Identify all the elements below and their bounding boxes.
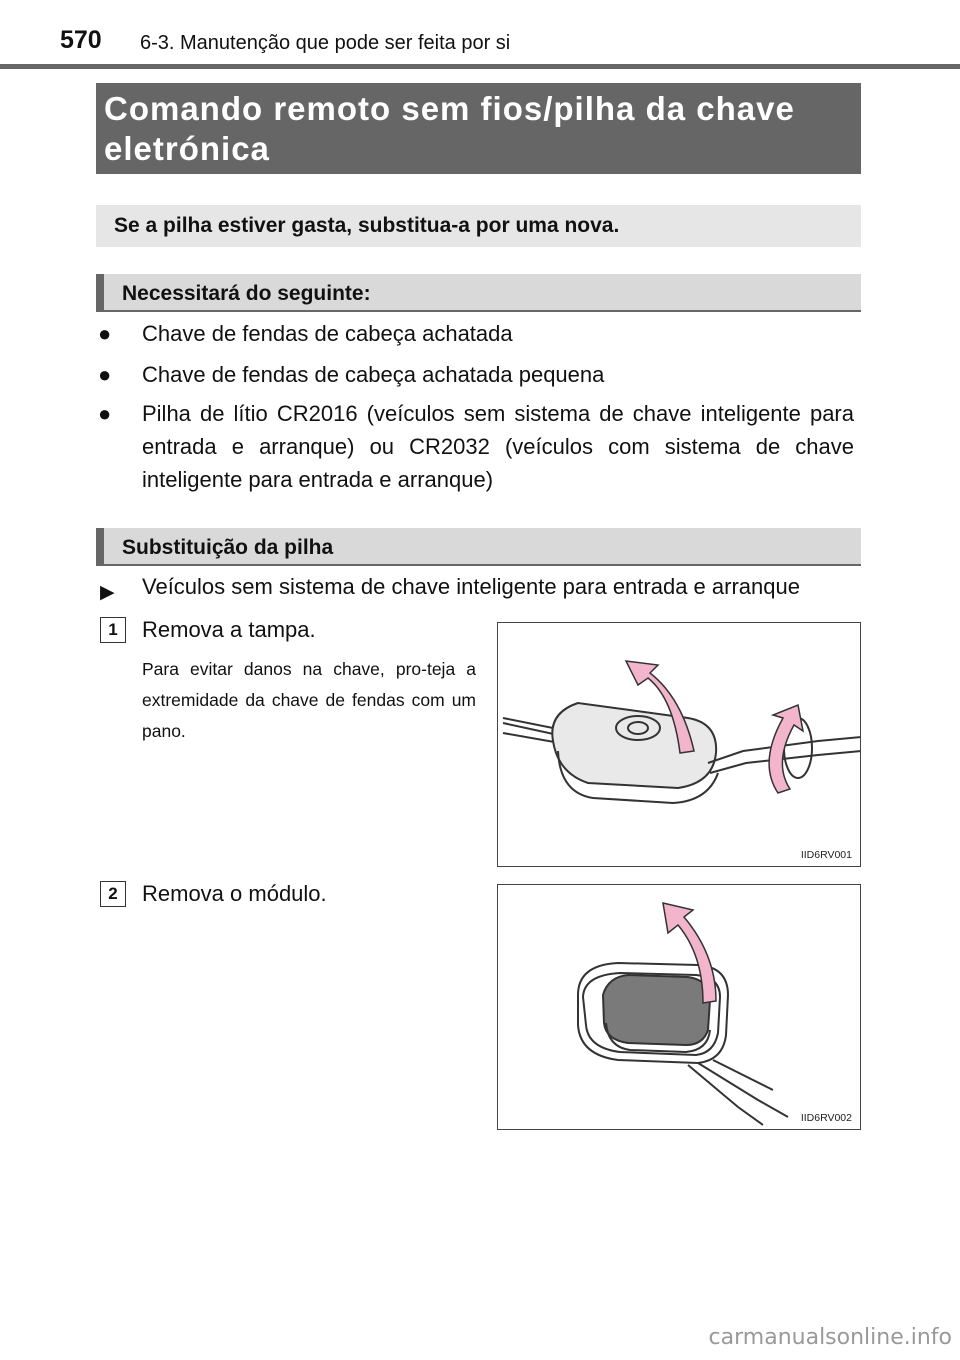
key-cover-removal-illustration-icon — [498, 623, 861, 867]
figure-code: IID6RV001 — [800, 849, 852, 861]
watermark: carmanualsonline.info — [708, 1325, 952, 1350]
bullet-icon: ● — [98, 321, 112, 346]
page-number: 570 — [60, 26, 102, 54]
step-note: Para evitar danos na chave, pro-teja a extremidade da chave de fendas com um pano. — [142, 659, 476, 741]
step-instruction: Remova a tampa. — [142, 617, 316, 642]
key-module-removal-illustration-icon — [498, 885, 861, 1130]
intro-box: Se a pilha estiver gasta, substitua-a por uma nova. — [96, 205, 861, 247]
figure-step-1 — [497, 622, 861, 867]
triangle-bullet-icon: ▶ — [100, 582, 115, 603]
section-heading-replace: Substituição da pilha — [96, 528, 861, 566]
list-item: Chave de fendas de cabeça achatada — [142, 321, 513, 346]
list-item: Pilha de lítio CR2016 (veículos sem sistema de chave inteligente para entrada e arranque) ou CR2032 (veículos com sistema de chave inteligente para entrada e arranque) — [142, 401, 854, 492]
bullet-icon: ● — [98, 401, 112, 426]
vehicle-type-line: Veículos sem sistema de chave inteligente para entrada e arranque — [142, 574, 800, 599]
figure-code: IID6RV002 — [800, 1112, 852, 1124]
step-number: 1 — [100, 617, 126, 643]
bullet-icon: ● — [98, 362, 112, 387]
step-instruction: Remova o módulo. — [142, 881, 327, 906]
header-rule — [0, 64, 960, 69]
chapter-title: 6-3. Manutenção que pode ser feita por si — [140, 32, 511, 54]
list-item: Chave de fendas de cabeça achatada pequena — [142, 362, 605, 387]
step-number: 2 — [100, 881, 126, 907]
page-title: Comando remoto sem fios/pilha da chave eletrónica — [96, 83, 861, 174]
section-heading-needed: Necessitará do seguinte: — [96, 274, 861, 312]
figure-step-2 — [497, 884, 861, 1130]
